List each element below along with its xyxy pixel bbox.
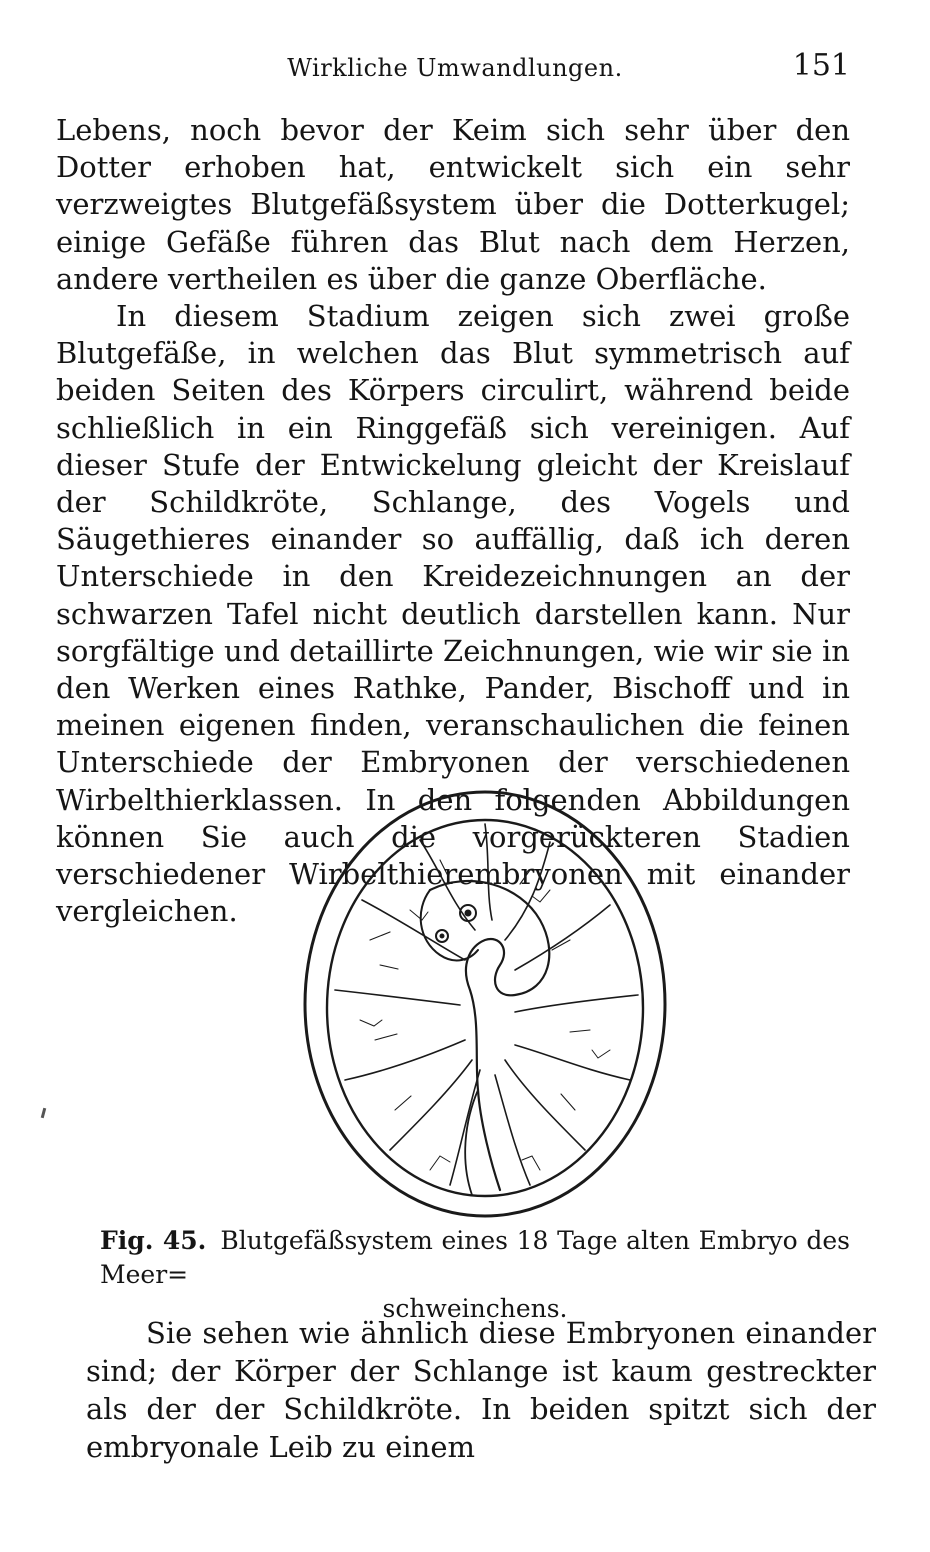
figure-caption: [100, 1224, 850, 1326]
print-speck: [41, 1108, 46, 1118]
figure-illustration: [300, 790, 670, 1220]
closing-text: [86, 1314, 876, 1466]
page-number: 151: [792, 48, 850, 83]
caption-line-1: Blutgefäßsystem eines 18 Tage alten Embryo des Meer=: [100, 1226, 850, 1289]
paragraph-1: Lebens, noch bevor der Keim sich sehr über den Dotter erhoben hat, entwickelt sich ein sehr verzweigtes Blutgefäßsystem über die Dotterkugel; einige Gefäße führen das Blut nach dem Herzen, andere vertheilen es über die ganze Oberfläche.: [56, 113, 850, 296]
paragraph-2: In diesem Stadium zeigen sich zwei große Blutgefäße, in welchen das Blut symmetrisch auf beiden Seiten des Körpers circulirt, während beide schließlich in ein Ringgefäß sich vereinigen. Auf dieser Stufe der Entwickelung gleicht der Kreislauf der Schildkröte, Schlange, des Vogels und Säugethieres einander so auffällig, daß ich deren Unterschiede in den Kreidezeichnungen an der schwarzen Tafel nicht deutlich darstellen kann. Nur sorgfältige und detaillirte Zeichnungen, wie wir sie in den Werken eines Rathke, Pander, Bischoff und in meinen eigenen finden, veranschaulichen die feinen Unterschiede der Embryonen der verschiedenen Wirbelthierklassen. In den folgenden Abbildungen können Sie auch die vorgerückteren Stadien verschiedener Wirbelthierembryonen mit einander vergleichen.: [56, 299, 850, 929]
running-head: [60, 48, 850, 88]
figure-label: Fig. 45.: [100, 1226, 207, 1255]
paragraph-3: Sie sehen wie ähnlich diese Embryonen einander sind; der Körper der Schlange ist kaum gestreckter als der der Schildkröte. In beiden spitzt sich der embryonale Leib zu einem: [86, 1316, 876, 1464]
embryo-vessel-drawing: [300, 790, 670, 1220]
running-title: Wirkliche Umwandlungen.: [287, 54, 623, 82]
caption-line-2: schweinchens.: [382, 1294, 568, 1323]
